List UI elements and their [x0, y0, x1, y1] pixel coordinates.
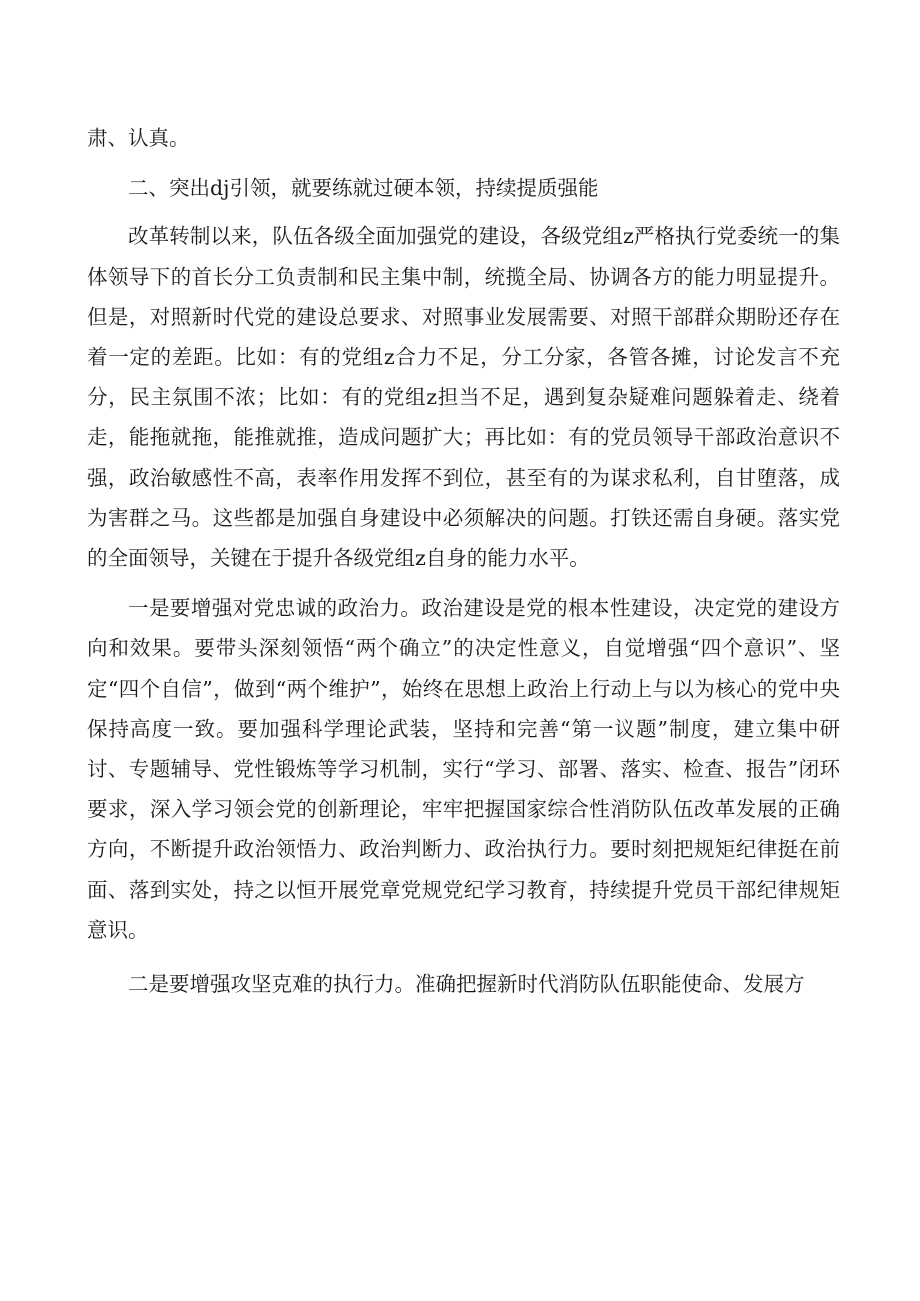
paragraph-political-power: 一是要增强对党忠诚的政治力。政治建设是党的根本性建设，决定党的建设方向和效果。要带头深刻领悟“两个确立”的决定性意义，自觉增强“四个意识”、坚定“四个自信”，做到“两个维护”，始终在思想上政治上行动上与以为核心的党中央保持高度一致。要加强科学理论武装，坚持和完善“第一议题”制度，建立集中研讨、专题辅导、党性锻炼等学习机制，实行“学习、部署、落实、检查、报告”闭环要求，深入学习领会党的创新理论，牢牢把握国家综合性消防队伍改革发展的正确方向，不断提升政治领悟力、政治判断力、政治执行力。要时刻把规矩纪律挺在前面、落到实处，持之以恒开展党章党规党纪学习教育，持续提升党员干部纪律规矩意识。 [87, 596, 840, 942]
paragraph-continuation: 肃、认真。 [87, 126, 190, 150]
paragraph-reform: 改革转制以来，队伍各级全面加强党的建设，各级党组z严格执行党委统一的集体领导下的首长分工负责制和民主集中制，统揽全局、协调各方的能力明显提升。但是，对照新时代党的建设总要求、对照事业发展需要、对照干部群众期盼还存在着一定的差距。比如：有的党组z合力不足，分工分家，各管各摊，讨论发言不充分，民主氛围不浓；比如：有的党组z担当不足，遇到复杂疑难问题躲着走、绕着走，能拖就拖，能推就推，造成问题扩大；再比如：有的党员领导干部政治意识不强，政治敏感性不高，表率作用发挥不到位，甚至有的为谋求私利，自甘堕落，成为害群之马。这些都是加强自身建设中必须解决的问题。打铁还需自身硬。落实党的全面领导，关键在于提升各级党组z自身的能力水平。 [87, 224, 840, 571]
paragraph-execution-power: 二是要增强攻坚克难的执行力。准确把握新时代消防队伍职能使命、发展方 [128, 972, 805, 997]
section-heading: 二、突出dj引领，就要练就过硬本领，持续提质强能 [128, 176, 599, 201]
document-body [87, 118, 840, 1004]
